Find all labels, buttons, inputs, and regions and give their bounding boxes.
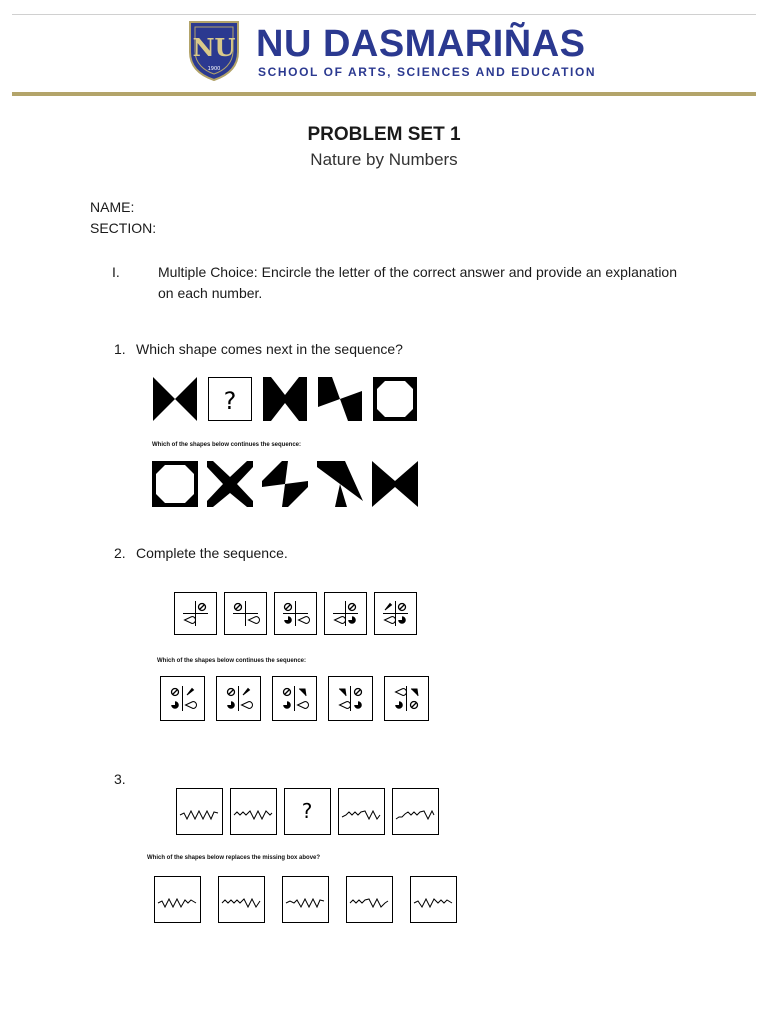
q1-caption: Which of the shapes below continues the sequence: [152, 442, 302, 448]
page-subtitle: Nature by Numbers [310, 150, 458, 169]
q2-seq-box-4 [325, 593, 367, 635]
question-3-number: 3. [114, 771, 126, 787]
q1-option-d [317, 461, 363, 507]
q3-option-d [347, 877, 393, 923]
svg-text:?: ? [223, 387, 237, 415]
q1-seq-box-missing [209, 378, 252, 421]
q3-options-figure [150, 872, 465, 928]
name-label: NAME: [90, 199, 135, 215]
q2-option-e [385, 677, 429, 721]
q3-option-c [283, 877, 329, 923]
q2-caption: Which of the shapes below continues the sequence: [157, 658, 307, 664]
q2-option-b [217, 677, 261, 721]
svg-text:NU: NU [192, 33, 236, 62]
letterhead [0, 16, 768, 96]
q2-seq-box-5 [375, 593, 417, 635]
question-1-text: Which shape comes next in the sequence? [136, 341, 403, 357]
q3-option-e [411, 877, 457, 923]
q2-option-c [273, 677, 317, 721]
q2-seq-box-1 [175, 593, 217, 635]
q3-sequence-figure [172, 784, 442, 838]
section-label: SECTION: [90, 220, 157, 236]
q1-seq-box-3 [263, 377, 307, 421]
q3-seq-box-5 [393, 789, 439, 835]
q1-option-e [372, 461, 418, 507]
q3-seq-box-1 [177, 789, 223, 835]
header-divider [12, 92, 756, 96]
q1-option-a [152, 461, 198, 507]
q3-seq-box-2 [231, 789, 277, 835]
question-2-text: Complete the sequence. [136, 545, 288, 561]
q1-option-b [207, 461, 253, 507]
top-divider [12, 14, 756, 15]
q3-seq-box-4 [339, 789, 385, 835]
q3-option-b [219, 877, 265, 923]
q2-option-d [329, 677, 373, 721]
q2-seq-box-2 [225, 593, 267, 635]
question-1-number: 1. [114, 341, 126, 357]
instruction-text: Multiple Choice: Encircle the letter of the correct answer and provide an explanation on each number. [158, 264, 677, 301]
q1-seq-box-1 [153, 377, 197, 421]
page-title: PROBLEM SET 1 [307, 124, 461, 145]
q2-sequence-figure [170, 588, 422, 640]
university-seal-icon [186, 18, 242, 82]
instruction-number: I. [112, 264, 120, 280]
brand-title: NU DASMARIÑAS [256, 23, 586, 65]
q3-option-a [155, 877, 201, 923]
brand-subtitle: SCHOOL OF ARTS, SCIENCES AND EDUCATION [258, 65, 597, 79]
q2-option-a [161, 677, 205, 721]
q3-seq-box-missing [285, 789, 331, 835]
q1-sequence-figure [150, 375, 420, 425]
q1-options-figure [150, 458, 422, 510]
q2-options-figure [156, 674, 436, 726]
q1-seq-box-5 [373, 377, 417, 421]
q2-seq-box-3 [275, 593, 317, 635]
q3-caption: Which of the shapes below replaces the missing box above? [147, 855, 321, 861]
svg-text:?: ? [301, 799, 313, 823]
q1-seq-box-4 [318, 377, 362, 421]
question-2-number: 2. [114, 545, 126, 561]
svg-text:1900: 1900 [207, 66, 221, 72]
q1-option-c [262, 461, 308, 507]
